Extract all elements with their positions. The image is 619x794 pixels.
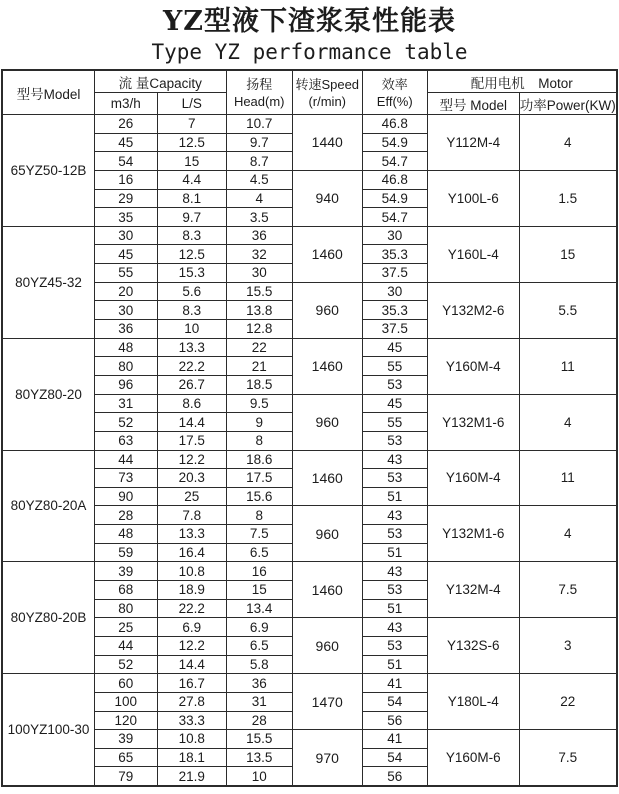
capacity-m3h-cell: 45 [94, 133, 157, 152]
efficiency-cell: 37.5 [362, 264, 427, 283]
capacity-m3h-cell: 44 [94, 450, 157, 469]
efficiency-cell: 43 [362, 450, 427, 469]
col-header-eff [362, 70, 427, 115]
capacity-m3h-cell: 100 [94, 692, 157, 711]
page-title-english: Type YZ performance table [151, 40, 468, 64]
capacity-ls-cell: 12.2 [157, 636, 226, 655]
capacity-m3h-cell: 55 [94, 264, 157, 283]
head-cell: 28 [226, 711, 292, 730]
capacity-m3h-cell: 73 [94, 469, 157, 488]
capacity-ls-cell: 6.9 [157, 618, 226, 637]
motor-power-cell: 11 [519, 450, 617, 506]
motor-power-cell: 11 [519, 338, 617, 394]
capacity-m3h-cell: 79 [94, 767, 157, 786]
capacity-m3h-cell: 28 [94, 506, 157, 525]
motor-model-cell: Y112M-4 [427, 115, 519, 171]
head-cell: 9 [226, 413, 292, 432]
header-row-1 [2, 70, 617, 93]
head-cell: 8.7 [226, 152, 292, 171]
efficiency-cell: 51 [362, 655, 427, 674]
capacity-ls-cell: 17.5 [157, 431, 226, 450]
speed-cell: 1460 [292, 450, 362, 506]
head-cell: 15.5 [226, 730, 292, 749]
head-cell: 5.8 [226, 655, 292, 674]
efficiency-cell: 53 [362, 431, 427, 450]
head-cell: 4 [226, 189, 292, 208]
head-cell: 13.4 [226, 599, 292, 618]
capacity-m3h-cell: 25 [94, 618, 157, 637]
capacity-m3h-cell: 39 [94, 562, 157, 581]
capacity-m3h-cell: 63 [94, 431, 157, 450]
capacity-ls-cell: 20.3 [157, 469, 226, 488]
head-cell: 15.6 [226, 487, 292, 506]
head-cell: 17.5 [226, 469, 292, 488]
efficiency-cell: 46.8 [362, 115, 427, 134]
efficiency-cell: 51 [362, 487, 427, 506]
head-cell: 32 [226, 245, 292, 264]
speed-cell: 1460 [292, 226, 362, 282]
table-header [2, 70, 617, 115]
capacity-ls-cell: 12.5 [157, 133, 226, 152]
head-cell: 30 [226, 264, 292, 283]
head-cell: 13.5 [226, 748, 292, 767]
capacity-ls-cell: 10.8 [157, 562, 226, 581]
capacity-m3h-cell: 59 [94, 543, 157, 562]
efficiency-cell: 41 [362, 730, 427, 749]
head-cell: 16 [226, 562, 292, 581]
capacity-m3h-cell: 52 [94, 413, 157, 432]
capacity-m3h-cell: 30 [94, 226, 157, 245]
efficiency-cell: 53 [362, 469, 427, 488]
table-row [2, 170, 617, 189]
head-cell: 6.9 [226, 618, 292, 637]
capacity-m3h-cell: 80 [94, 599, 157, 618]
capacity-m3h-cell: 80 [94, 357, 157, 376]
head-cell: 8 [226, 431, 292, 450]
capacity-ls-cell: 33.3 [157, 711, 226, 730]
head-cell: 22 [226, 338, 292, 357]
efficiency-cell: 30 [362, 282, 427, 301]
efficiency-cell: 53 [362, 375, 427, 394]
speed-cell: 960 [292, 394, 362, 450]
col-header-ls: L/S [157, 93, 226, 115]
efficiency-cell: 56 [362, 767, 427, 786]
efficiency-cell: 43 [362, 506, 427, 525]
capacity-ls-cell: 8.3 [157, 301, 226, 320]
pump-model-cell: 80YZ45-32 [2, 226, 94, 338]
capacity-m3h-cell: 68 [94, 581, 157, 600]
capacity-m3h-cell: 39 [94, 730, 157, 749]
capacity-ls-cell: 7.8 [157, 506, 226, 525]
pump-model-cell: 80YZ80-20 [2, 338, 94, 450]
capacity-ls-cell: 14.4 [157, 655, 226, 674]
table-row [2, 618, 617, 637]
motor-power-cell: 22 [519, 674, 617, 730]
capacity-ls-cell: 8.3 [157, 226, 226, 245]
capacity-ls-cell: 26.7 [157, 375, 226, 394]
speed-cell: 970 [292, 730, 362, 786]
head-cell: 36 [226, 226, 292, 245]
efficiency-cell: 45 [362, 338, 427, 357]
head-cell: 18.6 [226, 450, 292, 469]
capacity-ls-cell: 16.4 [157, 543, 226, 562]
efficiency-cell: 30 [362, 226, 427, 245]
capacity-ls-cell: 13.3 [157, 338, 226, 357]
capacity-ls-cell: 4.4 [157, 170, 226, 189]
table-row [2, 450, 617, 469]
table-row [2, 394, 617, 413]
table-row [2, 506, 617, 525]
capacity-ls-cell: 8.1 [157, 189, 226, 208]
capacity-ls-cell: 14.4 [157, 413, 226, 432]
motor-power-cell: 4 [519, 115, 617, 171]
head-cell: 12.8 [226, 320, 292, 339]
motor-model-cell: Y180L-4 [427, 674, 519, 730]
capacity-m3h-cell: 90 [94, 487, 157, 506]
capacity-m3h-cell: 65 [94, 748, 157, 767]
efficiency-cell: 51 [362, 543, 427, 562]
head-cell: 18.5 [226, 375, 292, 394]
head-cell: 9.5 [226, 394, 292, 413]
motor-power-cell: 4 [519, 394, 617, 450]
motor-model-cell: Y132M2-6 [427, 282, 519, 338]
efficiency-cell: 35.3 [362, 245, 427, 264]
col-header-motor: 配用电机 Motor [427, 70, 617, 93]
col-header-speed-zh: 转速Speed [295, 76, 360, 92]
pump-model-cell: 80YZ80-20B [2, 562, 94, 674]
motor-model-cell: Y100L-6 [427, 170, 519, 226]
head-cell: 36 [226, 674, 292, 693]
performance-table [1, 69, 618, 787]
head-cell: 8 [226, 506, 292, 525]
motor-power-cell: 3 [519, 618, 617, 674]
efficiency-cell: 53 [362, 636, 427, 655]
table-row [2, 674, 617, 693]
motor-power-cell: 7.5 [519, 562, 617, 618]
head-cell: 3.5 [226, 208, 292, 227]
motor-model-cell: Y160M-4 [427, 450, 519, 506]
efficiency-cell: 43 [362, 618, 427, 637]
efficiency-cell: 53 [362, 581, 427, 600]
capacity-m3h-cell: 60 [94, 674, 157, 693]
table-row [2, 226, 617, 245]
capacity-ls-cell: 18.1 [157, 748, 226, 767]
speed-cell: 1440 [292, 115, 362, 171]
efficiency-cell: 54.9 [362, 189, 427, 208]
capacity-m3h-cell: 35 [94, 208, 157, 227]
efficiency-cell: 53 [362, 525, 427, 544]
efficiency-cell: 55 [362, 413, 427, 432]
capacity-m3h-cell: 96 [94, 375, 157, 394]
efficiency-cell: 54 [362, 748, 427, 767]
motor-model-cell: Y132M1-6 [427, 394, 519, 450]
capacity-ls-cell: 27.8 [157, 692, 226, 711]
motor-model-cell: Y132M1-6 [427, 506, 519, 562]
speed-cell: 940 [292, 170, 362, 226]
efficiency-cell: 54 [362, 692, 427, 711]
motor-power-cell: 5.5 [519, 282, 617, 338]
speed-cell: 1460 [292, 562, 362, 618]
capacity-ls-cell: 13.3 [157, 525, 226, 544]
speed-cell: 1460 [292, 338, 362, 394]
capacity-ls-cell: 22.2 [157, 357, 226, 376]
head-cell: 10.7 [226, 115, 292, 134]
table-row [2, 730, 617, 749]
head-cell: 6.5 [226, 636, 292, 655]
capacity-m3h-cell: 120 [94, 711, 157, 730]
head-cell: 9.7 [226, 133, 292, 152]
capacity-m3h-cell: 44 [94, 636, 157, 655]
motor-power-cell: 7.5 [519, 730, 617, 786]
motor-model-cell: Y160L-4 [427, 226, 519, 282]
capacity-ls-cell: 18.9 [157, 581, 226, 600]
capacity-ls-cell: 8.6 [157, 394, 226, 413]
motor-model-cell: Y132M-4 [427, 562, 519, 618]
capacity-ls-cell: 10.8 [157, 730, 226, 749]
col-header-motor-power: 功率Power(KW) [519, 93, 617, 115]
table-body [2, 115, 617, 787]
motor-power-cell: 4 [519, 506, 617, 562]
page-title-chinese: YZ型液下渣浆泵性能表 [163, 6, 456, 37]
capacity-m3h-cell: 36 [94, 320, 157, 339]
col-header-motor-model: 型号 Model [427, 93, 519, 115]
efficiency-cell: 35.3 [362, 301, 427, 320]
head-cell: 15 [226, 581, 292, 600]
capacity-ls-cell: 16.7 [157, 674, 226, 693]
efficiency-cell: 54.7 [362, 152, 427, 171]
col-header-model: 型号Model [2, 70, 94, 115]
head-cell: 6.5 [226, 543, 292, 562]
motor-power-cell: 15 [519, 226, 617, 282]
capacity-ls-cell: 12.5 [157, 245, 226, 264]
capacity-ls-cell: 21.9 [157, 767, 226, 786]
head-cell: 15.5 [226, 282, 292, 301]
efficiency-cell: 54.7 [362, 208, 427, 227]
motor-model-cell: Y160M-4 [427, 338, 519, 394]
capacity-ls-cell: 22.2 [157, 599, 226, 618]
pump-model-cell: 80YZ80-20A [2, 450, 94, 562]
efficiency-cell: 43 [362, 562, 427, 581]
capacity-ls-cell: 25 [157, 487, 226, 506]
motor-model-cell: Y160M-6 [427, 730, 519, 786]
pump-model-cell: 65YZ50-12B [2, 115, 94, 227]
capacity-m3h-cell: 48 [94, 525, 157, 544]
efficiency-cell: 41 [362, 674, 427, 693]
table-row [2, 562, 617, 581]
efficiency-cell: 51 [362, 599, 427, 618]
capacity-ls-cell: 15.3 [157, 264, 226, 283]
col-header-head-en: Head(m) [233, 93, 285, 109]
capacity-ls-cell: 7 [157, 115, 226, 134]
motor-model-cell: Y132S-6 [427, 618, 519, 674]
capacity-m3h-cell: 20 [94, 282, 157, 301]
efficiency-cell: 45 [362, 394, 427, 413]
capacity-m3h-cell: 26 [94, 115, 157, 134]
capacity-m3h-cell: 30 [94, 301, 157, 320]
capacity-m3h-cell: 29 [94, 189, 157, 208]
capacity-ls-cell: 15 [157, 152, 226, 171]
capacity-m3h-cell: 16 [94, 170, 157, 189]
col-header-speed-en: (r/min) [308, 93, 346, 109]
pump-model-cell: 100YZ100-30 [2, 674, 94, 786]
head-cell: 7.5 [226, 525, 292, 544]
efficiency-cell: 56 [362, 711, 427, 730]
col-header-m3h: m3/h [94, 93, 157, 115]
capacity-ls-cell: 10 [157, 320, 226, 339]
head-cell: 31 [226, 692, 292, 711]
efficiency-cell: 37.5 [362, 320, 427, 339]
table-row [2, 338, 617, 357]
capacity-m3h-cell: 48 [94, 338, 157, 357]
col-header-head-zh: 扬程 [246, 76, 273, 92]
efficiency-cell: 46.8 [362, 170, 427, 189]
capacity-ls-cell: 5.6 [157, 282, 226, 301]
head-cell: 21 [226, 357, 292, 376]
capacity-m3h-cell: 54 [94, 152, 157, 171]
table-row [2, 115, 617, 134]
capacity-ls-cell: 12.2 [157, 450, 226, 469]
col-header-eff-en: Eff(%) [376, 93, 413, 109]
col-header-speed [292, 70, 362, 115]
efficiency-cell: 55 [362, 357, 427, 376]
table-row [2, 282, 617, 301]
speed-cell: 960 [292, 282, 362, 338]
col-header-capacity: 流 量Capacity [94, 70, 226, 93]
speed-cell: 1470 [292, 674, 362, 730]
head-cell: 13.8 [226, 301, 292, 320]
capacity-ls-cell: 9.7 [157, 208, 226, 227]
head-cell: 4.5 [226, 170, 292, 189]
col-header-head [226, 70, 292, 115]
capacity-m3h-cell: 31 [94, 394, 157, 413]
capacity-m3h-cell: 45 [94, 245, 157, 264]
speed-cell: 960 [292, 506, 362, 562]
head-cell: 10 [226, 767, 292, 786]
motor-power-cell: 1.5 [519, 170, 617, 226]
capacity-m3h-cell: 52 [94, 655, 157, 674]
efficiency-cell: 54.9 [362, 133, 427, 152]
speed-cell: 960 [292, 618, 362, 674]
col-header-eff-zh: 效率 [381, 76, 408, 92]
